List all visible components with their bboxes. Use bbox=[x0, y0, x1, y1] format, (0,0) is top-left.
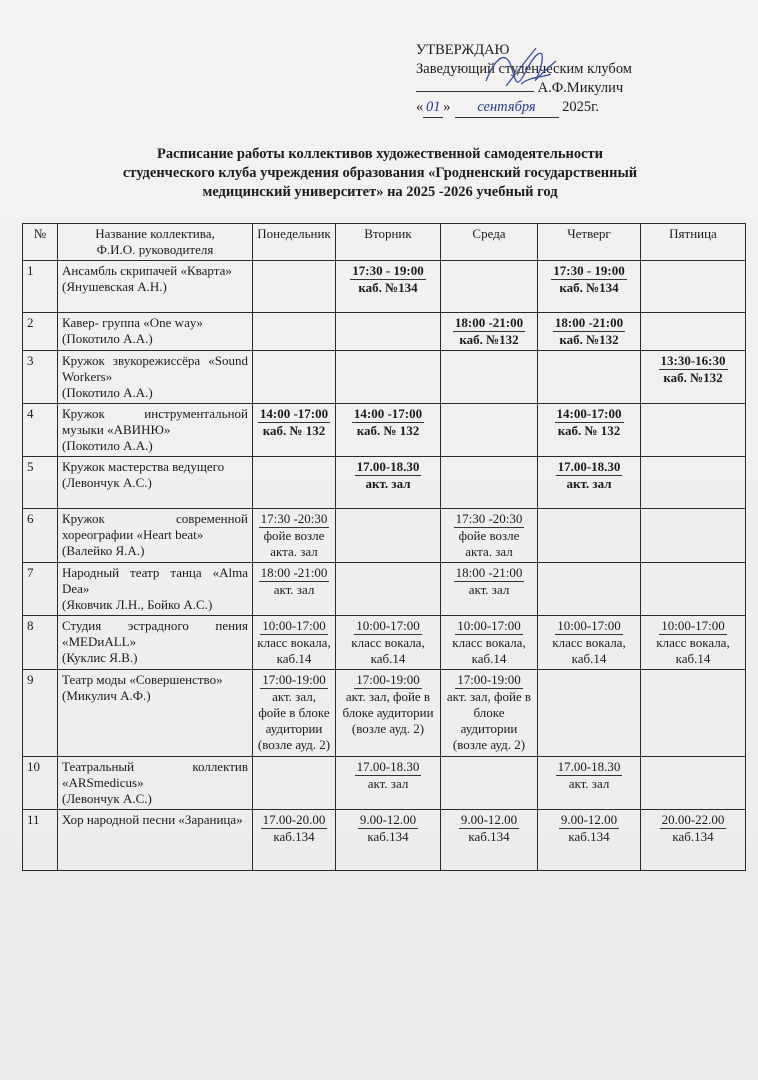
session-location: акт. зал bbox=[365, 476, 411, 491]
session-location: акт. зал bbox=[566, 476, 612, 491]
header-name-line-1: Название коллектива, bbox=[95, 226, 215, 241]
collective-cell bbox=[58, 616, 253, 670]
session-time: 18:00 -21:00 bbox=[554, 315, 624, 330]
row-number: 11 bbox=[23, 810, 58, 871]
table-row bbox=[23, 457, 746, 509]
session-location: каб.134 bbox=[468, 829, 510, 844]
schedule-cell-fri bbox=[641, 670, 746, 757]
session-time: 10:00-17:00 bbox=[557, 618, 621, 633]
row-number: 2 bbox=[23, 313, 58, 351]
table-row bbox=[23, 404, 746, 457]
schedule-cell-mon bbox=[253, 563, 336, 616]
session-time: 10:00-17:00 bbox=[356, 618, 420, 633]
approval-position: Заведующий студенческим клубом bbox=[416, 61, 632, 77]
schedule-cell-thu bbox=[538, 509, 641, 563]
session-location: каб. № 132 bbox=[356, 423, 420, 438]
session-location: каб. №132 bbox=[559, 332, 619, 347]
collective-cell bbox=[58, 757, 253, 810]
collective-name: Театр моды «Совершенство» bbox=[62, 672, 223, 687]
schedule-cell-fri bbox=[641, 313, 746, 351]
schedule-cell-mon bbox=[253, 404, 336, 457]
collective-name: Хор народной песни «Зараница» bbox=[62, 812, 243, 827]
table-row bbox=[23, 261, 746, 313]
session-location: каб. № 132 bbox=[557, 423, 621, 438]
session-location: акт. зал bbox=[568, 776, 610, 791]
session-location: каб.134 bbox=[568, 829, 610, 844]
schedule-cell-wed bbox=[441, 261, 538, 313]
schedule-cell-thu bbox=[538, 670, 641, 757]
schedule-cell-wed bbox=[441, 457, 538, 509]
row-number: 8 bbox=[23, 616, 58, 670]
header-num: № bbox=[23, 224, 58, 261]
approval-heading: УТВЕРЖДАЮ bbox=[416, 42, 510, 58]
row-number: 9 bbox=[23, 670, 58, 757]
approval-date-day: 01 bbox=[423, 98, 443, 118]
approval-signatory: А.Ф.Микулич bbox=[537, 80, 624, 96]
schedule-cell-mon bbox=[253, 616, 336, 670]
collective-name: Театральный коллектив «ARSmedicus» bbox=[62, 759, 248, 790]
title-line-1: Расписание работы коллективов художественной самодеятельности bbox=[156, 146, 604, 162]
schedule-cell-thu bbox=[538, 457, 641, 509]
collective-leader: (Покотило А.А.) bbox=[62, 438, 153, 453]
session-location: класс вокала, каб.14 bbox=[351, 635, 425, 666]
session-time: 17.00-20.00 bbox=[262, 812, 326, 827]
session-location: фойе возле акта. зал bbox=[263, 528, 325, 559]
approval-date-month: сентября bbox=[455, 98, 559, 118]
session-location: каб. №134 bbox=[358, 280, 418, 295]
schedule-cell-mon bbox=[253, 757, 336, 810]
table-header-row bbox=[23, 224, 746, 261]
schedule-cell-mon bbox=[253, 810, 336, 871]
session-location: класс вокала, каб.14 bbox=[656, 635, 730, 666]
document-title bbox=[90, 145, 670, 202]
schedule-cell-fri bbox=[641, 351, 746, 404]
schedule-cell-tue bbox=[336, 351, 441, 404]
session-location: акт. зал, фойе в блоке аудитории (возле ауд. 2) bbox=[446, 689, 532, 752]
collective-cell bbox=[58, 313, 253, 351]
schedule-cell-fri bbox=[641, 404, 746, 457]
session-location: каб. №132 bbox=[663, 370, 723, 385]
schedule-cell-mon bbox=[253, 509, 336, 563]
schedule-cell-thu bbox=[538, 810, 641, 871]
schedule-cell-thu bbox=[538, 757, 641, 810]
session-time: 20.00-22.00 bbox=[661, 812, 725, 827]
schedule-cell-wed bbox=[441, 616, 538, 670]
session-location: фойе возле акта. зал bbox=[458, 528, 520, 559]
session-time: 10:00-17:00 bbox=[457, 618, 521, 633]
header-friday: Пятница bbox=[641, 224, 746, 261]
session-time: 14:00 -17:00 bbox=[353, 406, 423, 421]
session-time: 17.00-18.30 bbox=[557, 759, 621, 774]
collective-cell bbox=[58, 261, 253, 313]
row-number: 6 bbox=[23, 509, 58, 563]
session-time: 9.00-12.00 bbox=[560, 812, 618, 827]
collective-name: Ансамбль скрипачей «Кварта» bbox=[62, 263, 232, 278]
session-time: 17:00-19:00 bbox=[356, 672, 420, 687]
table-row bbox=[23, 616, 746, 670]
schedule-cell-mon bbox=[253, 351, 336, 404]
collective-cell bbox=[58, 351, 253, 404]
session-location: акт. зал, фойе в блоке аудитории (возле ауд. 2) bbox=[342, 689, 434, 736]
row-number: 4 bbox=[23, 404, 58, 457]
session-time: 17:30 -20:30 bbox=[455, 511, 523, 526]
table-row bbox=[23, 313, 746, 351]
session-time: 17:00-19:00 bbox=[457, 672, 521, 687]
collective-cell bbox=[58, 404, 253, 457]
header-monday: Понедельник bbox=[253, 224, 336, 261]
collective-name: Кружок инструментальной музыки «АВИНЮ» bbox=[62, 406, 248, 437]
session-time: 9.00-12.00 bbox=[359, 812, 417, 827]
schedule-cell-tue bbox=[336, 509, 441, 563]
session-time: 17:00-19:00 bbox=[262, 672, 326, 687]
session-location: класс вокала, каб.14 bbox=[257, 635, 331, 666]
collective-leader: (Янушевская А.Н.) bbox=[62, 279, 167, 294]
session-location: акт. зал bbox=[367, 776, 409, 791]
collective-name: Народный театр танца «Alma Dea» bbox=[62, 565, 248, 596]
session-location: акт. зал bbox=[273, 582, 315, 597]
table-row bbox=[23, 757, 746, 810]
schedule-cell-fri bbox=[641, 757, 746, 810]
schedule-cell-tue bbox=[336, 457, 441, 509]
schedule-cell-wed bbox=[441, 404, 538, 457]
header-thursday: Четверг bbox=[538, 224, 641, 261]
session-time: 17.00-18.30 bbox=[557, 459, 621, 474]
header-name bbox=[58, 224, 253, 261]
session-location: класс вокала, каб.14 bbox=[452, 635, 526, 666]
schedule-cell-mon bbox=[253, 670, 336, 757]
schedule-cell-wed bbox=[441, 313, 538, 351]
schedule-cell-fri bbox=[641, 261, 746, 313]
schedule-cell-thu bbox=[538, 563, 641, 616]
approval-date bbox=[416, 98, 676, 118]
collective-leader: (Яковчик Л.Н., Бойко А.С.) bbox=[62, 597, 213, 612]
collective-leader: (Куклис Я.В.) bbox=[62, 650, 138, 665]
approval-date-year: 2025г. bbox=[562, 99, 600, 115]
collective-cell bbox=[58, 810, 253, 871]
session-time: 17:30 -20:30 bbox=[260, 511, 328, 526]
schedule-cell-thu bbox=[538, 313, 641, 351]
title-line-3: медицинский университет» на 2025 -2026 учебный год bbox=[202, 184, 558, 200]
schedule-cell-fri bbox=[641, 563, 746, 616]
collective-name: Кружок мастерства ведущего bbox=[62, 459, 225, 474]
schedule-cell-wed bbox=[441, 757, 538, 810]
schedule-cell-mon bbox=[253, 457, 336, 509]
session-location: класс вокала, каб.14 bbox=[552, 635, 626, 666]
collective-cell bbox=[58, 509, 253, 563]
table-row bbox=[23, 509, 746, 563]
schedule-cell-tue bbox=[336, 757, 441, 810]
quote-open: « bbox=[416, 99, 424, 115]
schedule-cell-thu bbox=[538, 351, 641, 404]
schedule-cell-tue bbox=[336, 670, 441, 757]
collective-name: Студия эстрадного пения «MEDиALL» bbox=[62, 618, 248, 649]
session-location: акт. зал bbox=[468, 582, 510, 597]
row-number: 1 bbox=[23, 261, 58, 313]
session-time: 17:30 - 19:00 bbox=[352, 263, 424, 278]
session-time: 14:00 -17:00 bbox=[259, 406, 329, 421]
schedule-cell-fri bbox=[641, 810, 746, 871]
collective-leader: (Левончук А.С.) bbox=[62, 791, 152, 806]
session-location: акт. зал, фойе в блоке аудитории (возле ауд. 2) bbox=[257, 689, 331, 752]
collective-leader: (Покотило А.А.) bbox=[62, 331, 153, 346]
schedule-cell-mon bbox=[253, 261, 336, 313]
collective-leader: (Микулич А.Ф.) bbox=[62, 688, 151, 703]
session-time: 10:00-17:00 bbox=[661, 618, 725, 633]
approval-block bbox=[416, 41, 676, 118]
session-time: 18:00 -21:00 bbox=[454, 315, 524, 330]
schedule-cell-tue bbox=[336, 313, 441, 351]
row-number: 3 bbox=[23, 351, 58, 404]
schedule-cell-thu bbox=[538, 616, 641, 670]
row-number: 10 bbox=[23, 757, 58, 810]
session-time: 9.00-12.00 bbox=[460, 812, 518, 827]
collective-cell bbox=[58, 457, 253, 509]
session-location: каб.134 bbox=[273, 829, 315, 844]
session-time: 18:00 -21:00 bbox=[260, 565, 328, 580]
session-time: 17.00-18.30 bbox=[356, 459, 420, 474]
session-time: 17.00-18.30 bbox=[356, 759, 420, 774]
session-location: каб. № 132 bbox=[262, 423, 326, 438]
table-row bbox=[23, 563, 746, 616]
session-time: 10:00-17:00 bbox=[262, 618, 326, 633]
signature-blank bbox=[416, 79, 534, 92]
table-row bbox=[23, 810, 746, 871]
schedule-cell-fri bbox=[641, 457, 746, 509]
schedule-cell-wed bbox=[441, 810, 538, 871]
table-row bbox=[23, 351, 746, 404]
schedule-table bbox=[22, 223, 746, 871]
session-location: каб. №132 bbox=[459, 332, 519, 347]
schedule-cell-thu bbox=[538, 261, 641, 313]
header-tuesday: Вторник bbox=[336, 224, 441, 261]
quote-close: » bbox=[443, 99, 451, 115]
collective-name: Кружок современной хореографии «Heart beat» bbox=[62, 511, 248, 542]
schedule-cell-tue bbox=[336, 616, 441, 670]
session-time: 13:30-16:30 bbox=[660, 353, 726, 368]
row-number: 7 bbox=[23, 563, 58, 616]
collective-cell bbox=[58, 563, 253, 616]
schedule-cell-wed bbox=[441, 563, 538, 616]
title-line-2: студенческого клуба учреждения образования «Гродненский государственный bbox=[122, 165, 638, 181]
collective-leader: (Валейко Я.А.) bbox=[62, 543, 145, 558]
session-time: 18:00 -21:00 bbox=[455, 565, 523, 580]
schedule-cell-thu bbox=[538, 404, 641, 457]
schedule-cell-tue bbox=[336, 810, 441, 871]
collective-leader: (Покотило А.А.) bbox=[62, 385, 153, 400]
collective-leader: (Левончук А.С.) bbox=[62, 475, 152, 490]
schedule-cell-wed bbox=[441, 351, 538, 404]
schedule-cell-wed bbox=[441, 670, 538, 757]
collective-name: Кружок звукорежиссёра «Sound Workers» bbox=[62, 353, 248, 384]
session-time: 17:30 - 19:00 bbox=[553, 263, 625, 278]
schedule-cell-wed bbox=[441, 509, 538, 563]
session-location: каб.134 bbox=[367, 829, 409, 844]
collective-name: Кавер- группа «One way» bbox=[62, 315, 203, 330]
row-number: 5 bbox=[23, 457, 58, 509]
session-location: каб. №134 bbox=[559, 280, 619, 295]
table-row bbox=[23, 670, 746, 757]
schedule-cell-fri bbox=[641, 616, 746, 670]
header-wednesday: Среда bbox=[441, 224, 538, 261]
schedule-cell-tue bbox=[336, 563, 441, 616]
schedule-cell-tue bbox=[336, 261, 441, 313]
schedule-cell-tue bbox=[336, 404, 441, 457]
schedule-cell-mon bbox=[253, 313, 336, 351]
session-time: 14:00-17:00 bbox=[556, 406, 622, 421]
collective-cell bbox=[58, 670, 253, 757]
approval-signature-line bbox=[416, 79, 676, 98]
schedule-cell-fri bbox=[641, 509, 746, 563]
header-name-line-2: Ф.И.О. руководителя bbox=[96, 242, 214, 257]
session-location: каб.134 bbox=[672, 829, 714, 844]
